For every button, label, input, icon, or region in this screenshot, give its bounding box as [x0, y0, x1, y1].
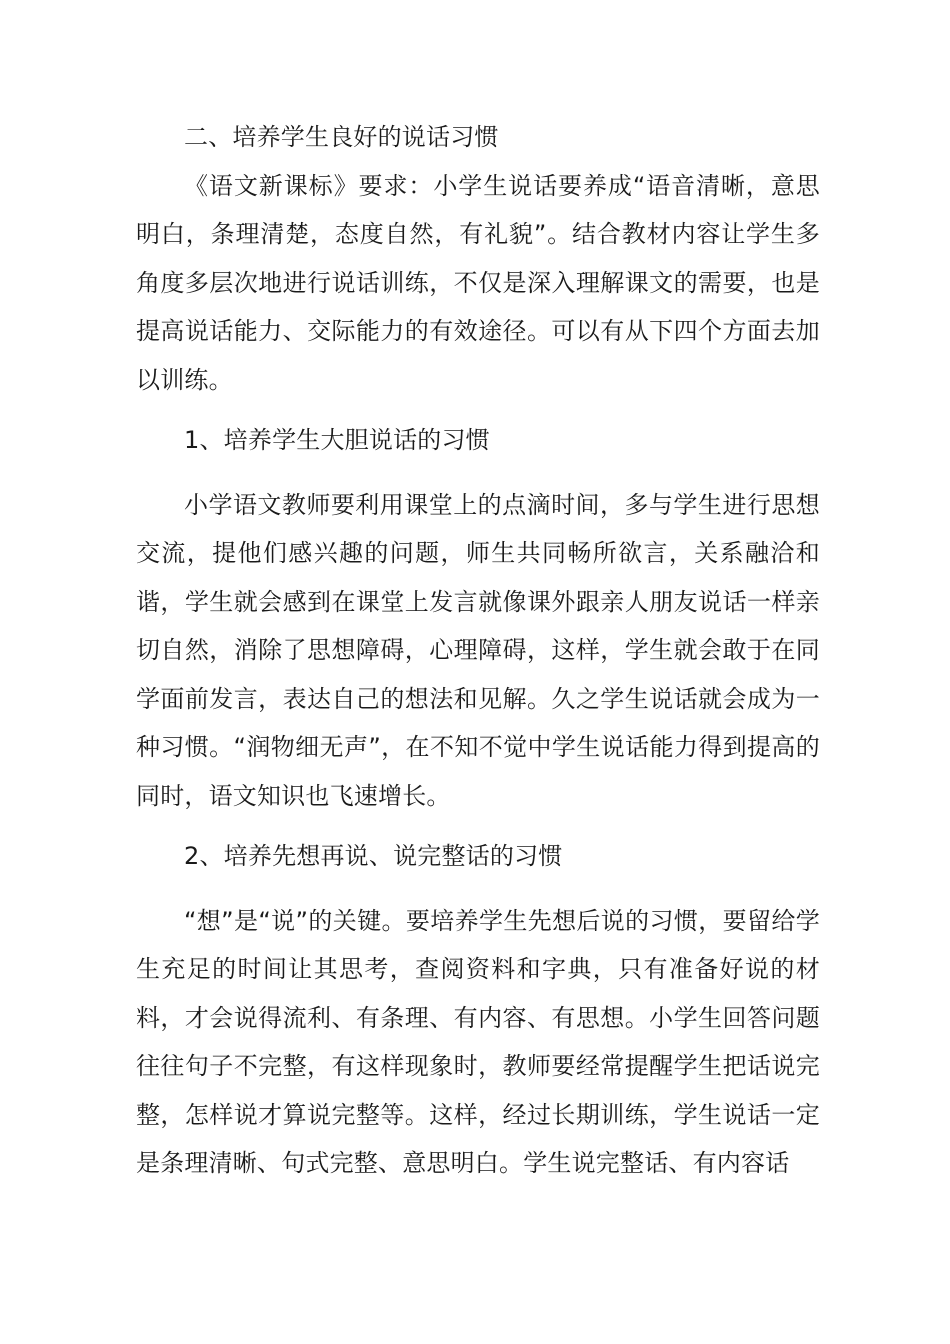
subsection-1-paragraph: 小学语文教师要利用课堂上的点滴时间，多与学生进行思想交流，提他们感兴趣的问题，师生共同畅所欲言，关系融洽和谐，学生就会感到在课堂上发言就像课外跟亲人朋友说话一样亲切自然，消除了思想障碍，心理障碍，这样，学生就会敢于在同学面前发言，表达自己的想法和见解。久之学生说话就会成为一种习惯。“润物细无声”，在不知不觉中学生说话能力得到提高的同时，语文知识也飞速增长。 — [136, 490, 820, 810]
subsection-1-heading: 1、培养学生大胆说话的习惯 — [184, 426, 490, 454]
intro-paragraph: 《语文新课标》要求：小学生说话要养成“语音清晰，意思明白，条理清楚，态度自然，有礼貌”。结合教材内容让学生多角度多层次地进行说话训练，不仅是深入理解课文的需要，也是提高说话能力、交际能力的有效途径。可以有从下四个方面去加以训练。 — [136, 171, 820, 394]
subsection-2-paragraph: “想”是“说”的关键。要培养学生先想后说的习惯，要留给学生充足的时间让其思考，查阅资料和字典，只有准备好说的材料，才会说得流利、有条理、有内容、有思想。小学生回答问题往往句子不完整，有这样现象时，教师要经常提醒学生把话说完整，怎样说才算说完整等。这样，经过长期训练，学生说话一定是条理清晰、句式完整、意思明白。学生说完整话、有内容话 — [136, 906, 820, 1177]
section-heading: 二、培养学生良好的说话习惯 — [184, 123, 499, 151]
document-body — [136, 113, 820, 1188]
subsection-2-heading: 2、培养先想再说、说完整话的习惯 — [184, 842, 563, 870]
